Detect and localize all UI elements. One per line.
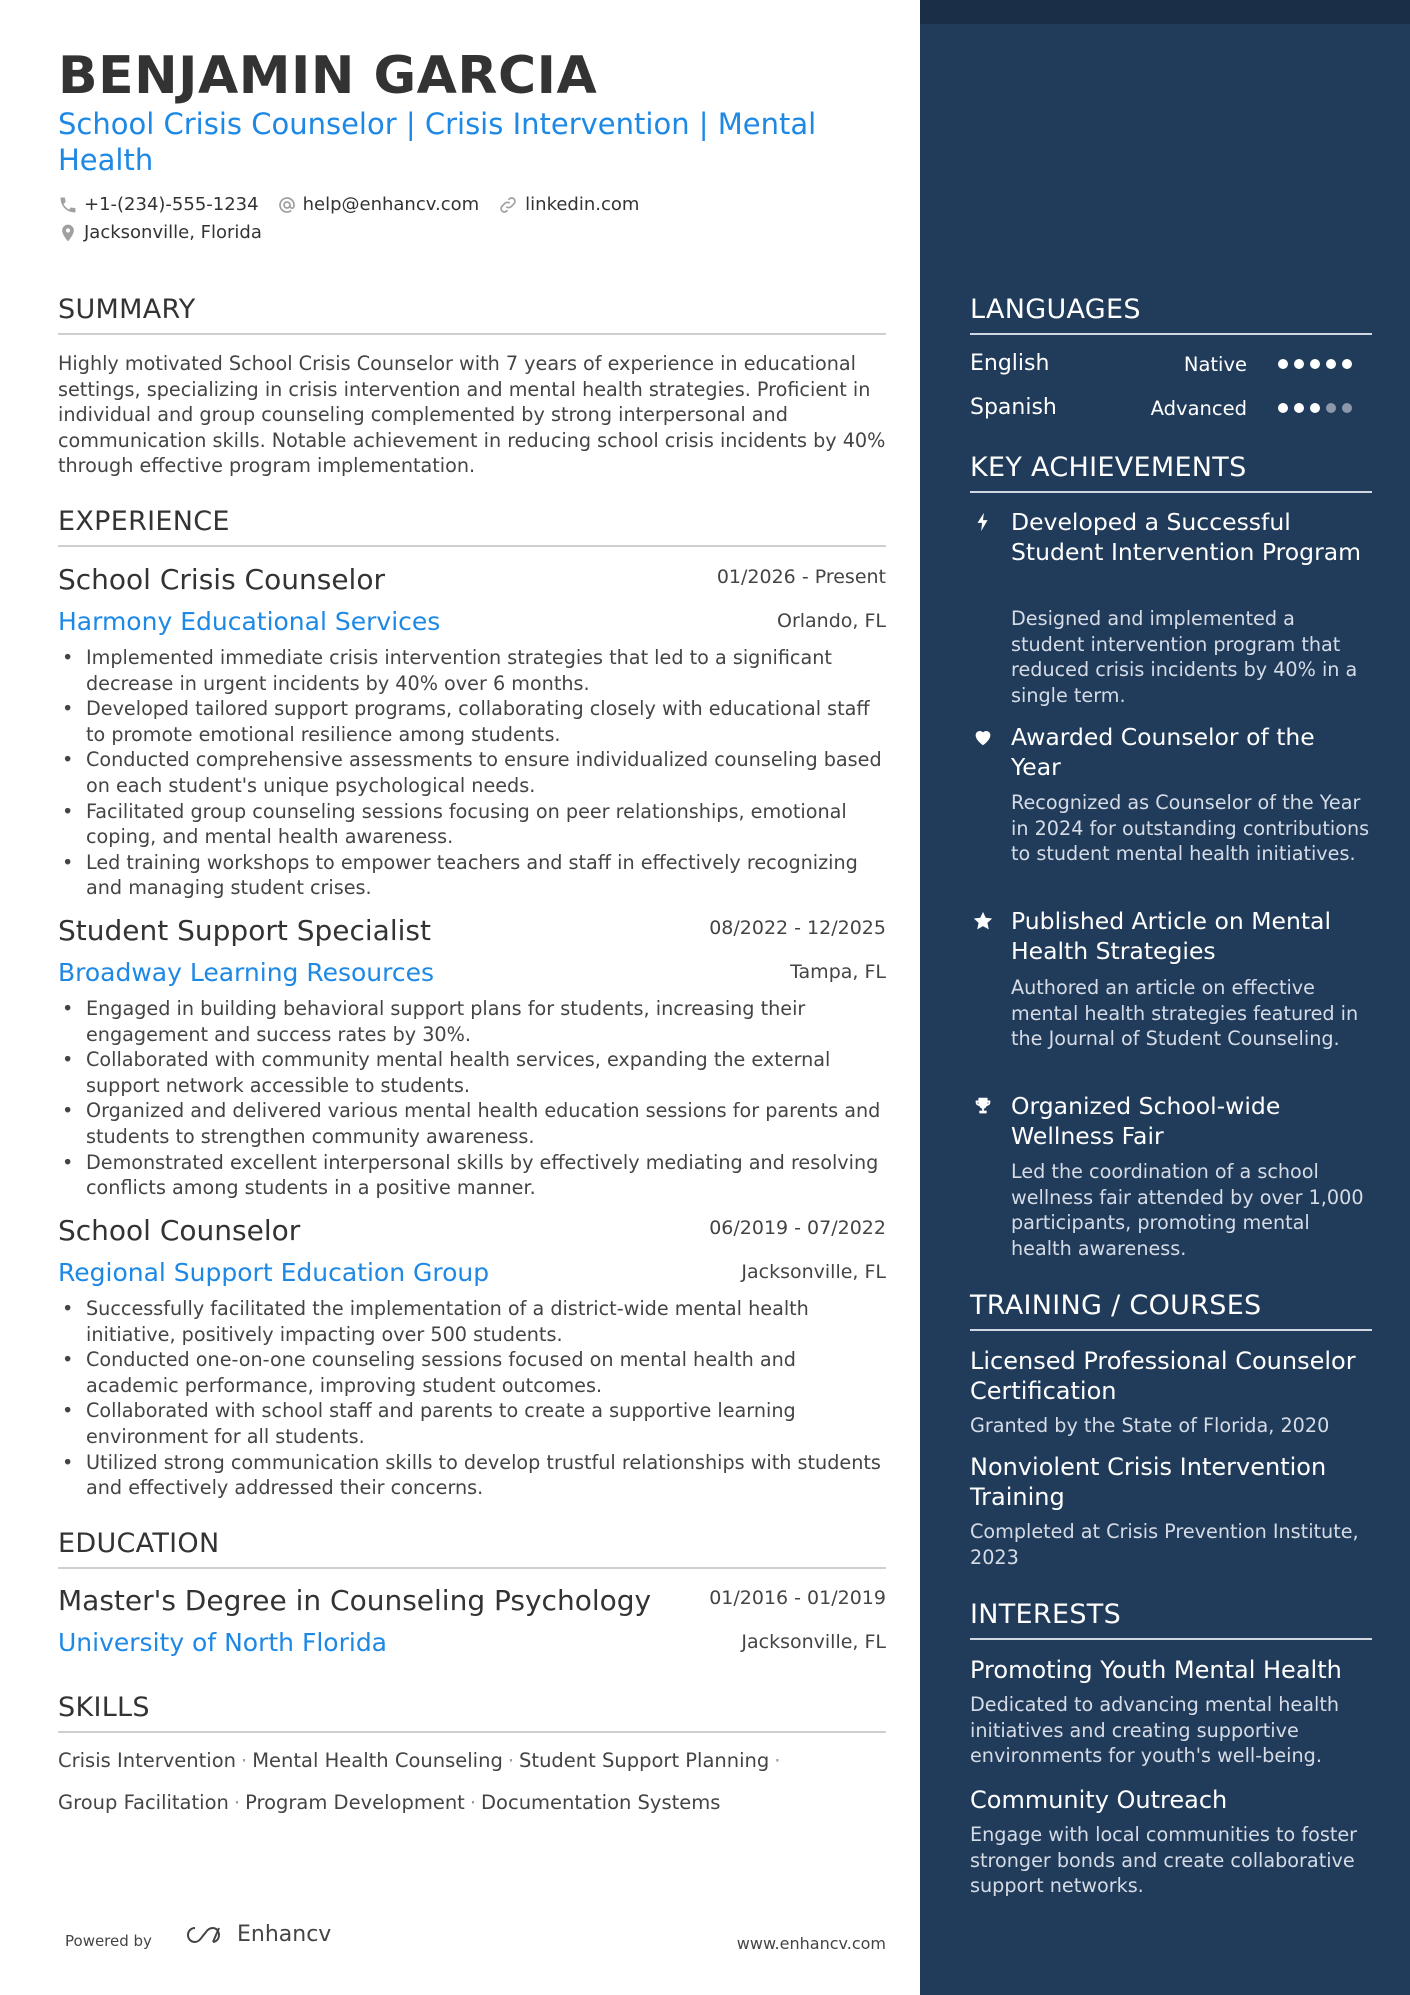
- summary-heading: SUMMARY: [58, 294, 886, 335]
- phone-item: [58, 194, 259, 215]
- rating-dot-empty: [1326, 403, 1336, 413]
- job-location: Jacksonville, FL: [741, 1261, 886, 1283]
- bullet-item: • Developed tailored support programs, collaborating closely with educational staff to promote emotional resilience among students.: [58, 696, 890, 747]
- job-dates: 06/2019 - 07/2022: [709, 1217, 886, 1239]
- training-title: Nonviolent Crisis Intervention Training: [970, 1453, 1327, 1511]
- achievement-desc: Authored an article on effective mental health strategies featured in the Journal of Student Counseling.: [1011, 976, 1359, 1051]
- phone-text: +1-(234)-555-1234: [84, 194, 259, 215]
- rating-dot-empty: [1342, 403, 1352, 413]
- skill-separator: ·: [469, 1791, 477, 1814]
- heart-icon: [972, 726, 994, 748]
- achievement-desc: Designed and implemented a student intervention program that reduced crisis incidents by 40% in a single term.: [1011, 607, 1358, 707]
- job-bullets: [58, 645, 890, 901]
- company-name: Broadway Learning Resources: [58, 958, 435, 987]
- email-text[interactable]: help@enhancv.com: [302, 194, 480, 215]
- summary-text: Highly motivated School Crisis Counselor with 7 years of experience in educational settings, specializing in crisis intervention and mental health strategies. Proficient in individual and group counseling complemented by strong interpersonal and communication skills. Notable achievement in reducing school crisis incidents by 40% through effective program implementation.: [58, 352, 886, 478]
- achievement-title: Developed a Successful Student Intervention Program: [1011, 508, 1362, 566]
- bullet-item: • Organized and delivered various mental health education sessions for parents and students to strengthen community awareness.: [58, 1098, 890, 1149]
- achievement-desc: Recognized as Counselor of the Year in 2024 for outstanding contributions to student mental health initiatives.: [1011, 791, 1370, 866]
- job-location: Orlando, FL: [776, 610, 886, 632]
- sidebar: [920, 0, 1410, 1995]
- education-dates: 01/2016 - 01/2019: [709, 1587, 886, 1609]
- skill-item: Documentation Systems: [481, 1791, 721, 1814]
- bullet-item: • Conducted comprehensive assessments to ensure individualized counseling based on each student's unique psychological needs.: [58, 747, 890, 798]
- contact-row: [58, 194, 657, 215]
- rating-dot-filled: [1294, 359, 1304, 369]
- job-bullets: [58, 996, 890, 1201]
- star-icon: [972, 910, 994, 932]
- job-dates: 08/2022 - 12/2025: [709, 917, 886, 939]
- bullet-item: • Collaborated with school staff and parents to create a supportive learning environment for all students.: [58, 1398, 890, 1449]
- at-icon: [277, 195, 297, 215]
- rating-dot-filled: [1278, 359, 1288, 369]
- interest-title: Community Outreach: [970, 1786, 1228, 1814]
- language-level: Native: [1183, 353, 1247, 376]
- skill-item: Program Development: [245, 1791, 465, 1814]
- phone-icon: [58, 195, 78, 215]
- company-name: Harmony Educational Services: [58, 607, 441, 636]
- training-desc: Completed at Crisis Prevention Institute, 2023: [970, 1520, 1359, 1569]
- training-desc: Granted by the State of Florida, 2020: [970, 1414, 1330, 1437]
- linkedin-text[interactable]: linkedin.com: [525, 194, 640, 215]
- location-row: [58, 222, 280, 243]
- skills-line: [58, 1749, 786, 1772]
- bullet-item: • Facilitated group counseling sessions focusing on peer relationships, emotional coping, and mental health awareness.: [58, 799, 890, 850]
- bullet-item: • Implemented immediate crisis intervention strategies that led to a significant decrease in urgent incidents by 40% over 6 months.: [58, 645, 890, 696]
- skill-separator: ·: [241, 1749, 248, 1772]
- footer-url[interactable]: www.enhancv.com: [736, 1934, 886, 1953]
- skill-separator: ·: [507, 1749, 515, 1772]
- skill-item: Mental Health Counseling: [252, 1749, 503, 1772]
- skill-item: Group Facilitation: [58, 1791, 229, 1814]
- bullet-item: • Led training workshops to empower teachers and staff in effectively recognizing and managing student crises.: [58, 850, 890, 901]
- job-title: School Counselor: [58, 1214, 301, 1247]
- language-name: English: [970, 351, 1050, 376]
- bullet-item: • Collaborated with community mental health services, expanding the external support network accessible to students.: [58, 1047, 890, 1098]
- skills-line: [58, 1791, 720, 1814]
- rating-dot-filled: [1310, 359, 1320, 369]
- achievements-heading: KEY ACHIEVEMENTS: [970, 452, 1372, 493]
- language-rating: [1278, 359, 1358, 369]
- training-heading: TRAINING / COURSES: [970, 1290, 1372, 1331]
- rating-dot-filled: [1342, 359, 1352, 369]
- email-item[interactable]: [277, 194, 480, 215]
- skill-separator: ·: [233, 1791, 241, 1814]
- job-bullets: [58, 1296, 890, 1501]
- bullet-item: • Conducted one-on-one counseling sessions focused on mental health and academic performance, improving student outcomes.: [58, 1347, 890, 1398]
- bullet-item: • Demonstrated excellent interpersonal skills by effectively mediating and resolving conflicts among students in a positive manner.: [58, 1150, 890, 1201]
- job-location: Tampa, FL: [790, 961, 886, 983]
- powered-by-text: Powered by: [65, 1932, 152, 1950]
- rating-dot-filled: [1326, 359, 1336, 369]
- languages-heading: LANGUAGES: [970, 294, 1372, 335]
- linkedin-item[interactable]: [497, 194, 639, 215]
- location-text: Jacksonville, Florida: [84, 222, 262, 243]
- skill-item: Crisis Intervention: [58, 1749, 237, 1772]
- job-title: Student Support Specialist: [58, 914, 431, 947]
- candidate-title: School Crisis Counselor | Crisis Intervention | Mental Health: [58, 107, 817, 177]
- experience-heading: EXPERIENCE: [58, 506, 886, 547]
- candidate-name: BENJAMIN GARCIA: [58, 46, 598, 106]
- rating-dot-filled: [1294, 403, 1304, 413]
- interests-heading: INTERESTS: [970, 1599, 1372, 1640]
- achievement-title: Awarded Counselor of the Year: [1011, 723, 1315, 781]
- lightning-icon: [972, 511, 994, 533]
- location-item: [58, 222, 262, 243]
- enhancv-logo[interactable]: [183, 1922, 331, 1947]
- job-title: School Crisis Counselor: [58, 563, 385, 596]
- language-name: Spanish: [970, 395, 1057, 420]
- education-location: Jacksonville, FL: [741, 1631, 886, 1653]
- skill-separator: ·: [774, 1749, 781, 1772]
- interest-desc: Engage with local communities to foster stronger bonds and create collaborative support networks.: [970, 1823, 1358, 1898]
- job-dates: 01/2026 - Present: [716, 566, 886, 588]
- training-title: Licensed Professional Counselor Certification: [970, 1347, 1356, 1405]
- skill-item: Student Support Planning: [519, 1749, 770, 1772]
- skills-heading: SKILLS: [58, 1692, 886, 1733]
- rating-dot-filled: [1278, 403, 1288, 413]
- achievement-desc: Led the coordination of a school wellness fair attended by over 1,000 participants, promoting mental health awareness.: [1011, 1160, 1364, 1260]
- interest-desc: Dedicated to advancing mental health initiatives and creating supportive environments for youth's well-being.: [970, 1693, 1340, 1768]
- trophy-icon: [972, 1095, 994, 1117]
- degree-title: Master's Degree in Counseling Psychology: [58, 1584, 652, 1617]
- link-icon: [497, 195, 519, 215]
- enhancv-logo-icon: [183, 1923, 229, 1947]
- achievement-title: Organized School-wide Wellness Fair: [1011, 1092, 1281, 1150]
- company-name: Regional Support Education Group: [58, 1258, 490, 1287]
- rating-dot-filled: [1310, 403, 1320, 413]
- interest-title: Promoting Youth Mental Health: [970, 1656, 1342, 1684]
- sidebar-top-bar: [920, 0, 1410, 24]
- achievement-title: Published Article on Mental Health Strategies: [1011, 907, 1331, 965]
- language-rating: [1278, 403, 1358, 413]
- bullet-item: • Successfully facilitated the implementation of a district-wide mental health initiative, positively impacting over 500 students.: [58, 1296, 890, 1347]
- bullet-item: • Utilized strong communication skills to develop trustful relationships with students and effectively addressed their concerns.: [58, 1450, 890, 1501]
- bullet-item: • Engaged in building behavioral support plans for students, increasing their engagement and success rates by 30%.: [58, 996, 890, 1047]
- school-name: University of North Florida: [58, 1628, 388, 1657]
- language-level: Advanced: [1150, 397, 1247, 420]
- enhancv-brand: Enhancv: [237, 1922, 332, 1947]
- education-heading: EDUCATION: [58, 1528, 886, 1569]
- location-pin-icon: [58, 223, 78, 243]
